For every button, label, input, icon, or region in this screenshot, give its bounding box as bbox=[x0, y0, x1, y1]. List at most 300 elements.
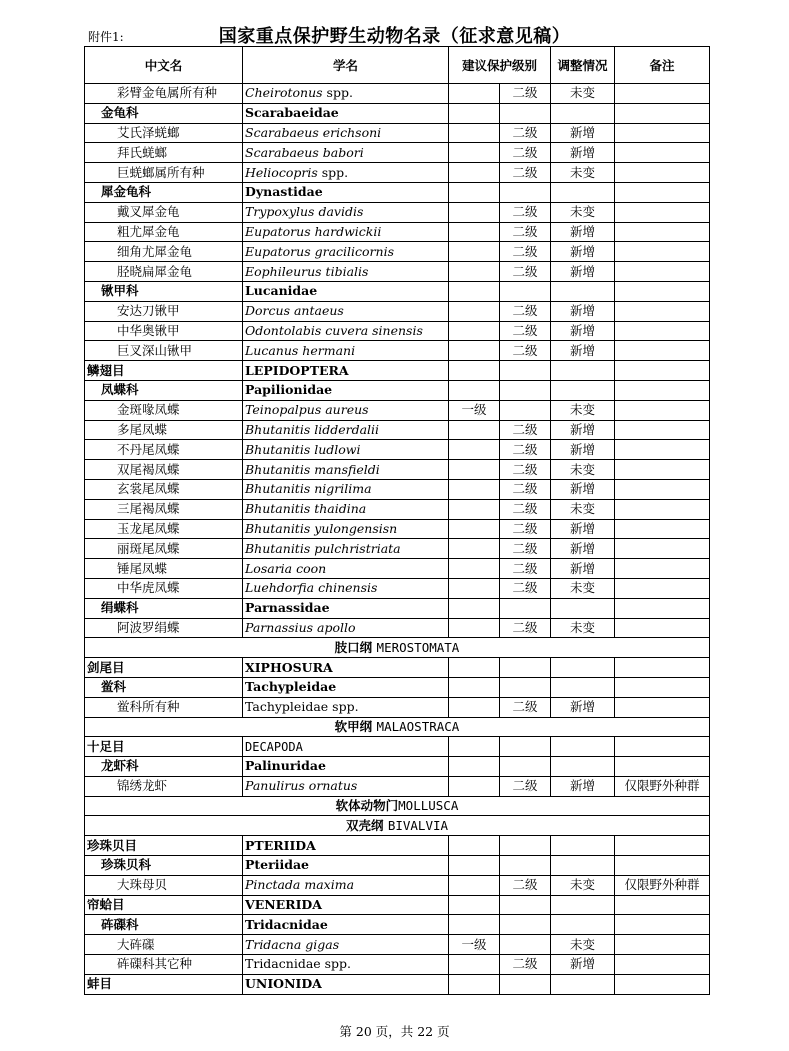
adjustment-cell: 新增 bbox=[551, 242, 615, 262]
scientific-name-cell bbox=[243, 499, 449, 519]
adjustment-cell: 新增 bbox=[551, 697, 615, 717]
chinese-name-cell: 安达刀锹甲 bbox=[85, 301, 243, 321]
scientific-name-cell: Dynastidae bbox=[243, 182, 449, 202]
level-2-cell: 二级 bbox=[500, 955, 551, 975]
note-cell bbox=[615, 578, 710, 598]
adjustment-cell: 新增 bbox=[551, 123, 615, 143]
note-cell bbox=[615, 974, 710, 994]
class-heading bbox=[85, 717, 710, 737]
family-row bbox=[85, 281, 710, 301]
level-2-cell bbox=[500, 895, 551, 915]
table-header-row bbox=[85, 47, 710, 84]
level-1-cell bbox=[449, 539, 500, 559]
class-heading bbox=[85, 638, 710, 658]
scientific-name: Bhutanitis mansfieldi bbox=[245, 461, 380, 477]
scientific-name-cell: Scarabaeidae bbox=[243, 103, 449, 123]
level-2-cell: 二级 bbox=[500, 262, 551, 282]
scientific-name-cell bbox=[243, 955, 449, 975]
family-row bbox=[85, 103, 710, 123]
species-row bbox=[85, 202, 710, 222]
level-2-cell: 二级 bbox=[500, 479, 551, 499]
scientific-name-cell: DECAPODA bbox=[243, 737, 449, 757]
scientific-name-cell bbox=[243, 163, 449, 183]
chinese-name-cell: 金龟科 bbox=[85, 103, 243, 123]
note-cell: 仅限野外种群 bbox=[615, 875, 710, 895]
adjustment-cell bbox=[551, 974, 615, 994]
adjustment-cell: 未变 bbox=[551, 578, 615, 598]
scientific-name-cell bbox=[243, 341, 449, 361]
adjustment-cell: 未变 bbox=[551, 499, 615, 519]
note-cell bbox=[615, 262, 710, 282]
species-row bbox=[85, 697, 710, 717]
level-1-cell bbox=[449, 598, 500, 618]
chinese-name-cell: 多尾凤蝶 bbox=[85, 420, 243, 440]
level-2-cell: 二级 bbox=[500, 420, 551, 440]
scientific-name-cell bbox=[243, 618, 449, 638]
level-2-cell: 二级 bbox=[500, 321, 551, 341]
level-2-cell bbox=[500, 915, 551, 935]
scientific-name: Odontolabis cuvera sinensis bbox=[245, 322, 423, 338]
chinese-name-cell: 巨叉深山锹甲 bbox=[85, 341, 243, 361]
species-row bbox=[85, 341, 710, 361]
level-2-cell: 二级 bbox=[500, 440, 551, 460]
scientific-name-cell: UNIONIDA bbox=[243, 974, 449, 994]
scientific-name-suffix: spp. bbox=[317, 164, 349, 180]
species-row bbox=[85, 935, 710, 955]
species-row bbox=[85, 618, 710, 638]
note-cell bbox=[615, 559, 710, 579]
level-1-cell: 一级 bbox=[449, 935, 500, 955]
level-1-cell bbox=[449, 875, 500, 895]
chinese-name-cell: 细角尤犀金龟 bbox=[85, 242, 243, 262]
species-row bbox=[85, 163, 710, 183]
chinese-name-cell: 凤蝶科 bbox=[85, 380, 243, 400]
note-cell bbox=[615, 915, 710, 935]
level-1-cell bbox=[449, 123, 500, 143]
note-cell bbox=[615, 281, 710, 301]
note-cell: 仅限野外种群 bbox=[615, 776, 710, 796]
scientific-name-cell bbox=[243, 400, 449, 420]
level-1-cell bbox=[449, 519, 500, 539]
adjustment-cell bbox=[551, 380, 615, 400]
chinese-name-cell: 拜氏蜣螂 bbox=[85, 143, 243, 163]
scientific-name-cell: VENERIDA bbox=[243, 895, 449, 915]
note-cell bbox=[615, 222, 710, 242]
level-2-cell: 二级 bbox=[500, 776, 551, 796]
scientific-name-cell: Pteriidae bbox=[243, 856, 449, 876]
adjustment-cell bbox=[551, 658, 615, 678]
level-2-cell: 二级 bbox=[500, 301, 551, 321]
level-1-cell bbox=[449, 499, 500, 519]
scientific-name-cell: LEPIDOPTERA bbox=[243, 361, 449, 381]
page-footer: 第 20 页，共 22 页 bbox=[339, 1024, 450, 1039]
level-2-cell: 二级 bbox=[500, 163, 551, 183]
species-table bbox=[84, 46, 710, 995]
level-2-cell: 二级 bbox=[500, 559, 551, 579]
species-row bbox=[85, 519, 710, 539]
scientific-name: Losaria coon bbox=[245, 560, 327, 576]
level-1-cell bbox=[449, 757, 500, 777]
adjustment-cell: 未变 bbox=[551, 84, 615, 104]
species-row bbox=[85, 143, 710, 163]
chinese-name-cell: 锹甲科 bbox=[85, 281, 243, 301]
level-1-cell bbox=[449, 915, 500, 935]
level-1-cell bbox=[449, 479, 500, 499]
chinese-name-cell: 丽斑尾凤蝶 bbox=[85, 539, 243, 559]
order-row bbox=[85, 895, 710, 915]
note-cell bbox=[615, 499, 710, 519]
species-row bbox=[85, 84, 710, 104]
scientific-name-cell bbox=[243, 84, 449, 104]
class-row bbox=[85, 816, 710, 836]
species-row bbox=[85, 440, 710, 460]
species-row bbox=[85, 776, 710, 796]
species-row bbox=[85, 123, 710, 143]
note-cell bbox=[615, 341, 710, 361]
chinese-name-cell: 中华奥锹甲 bbox=[85, 321, 243, 341]
chinese-name-cell: 锤尾凤蝶 bbox=[85, 559, 243, 579]
level-1-cell bbox=[449, 974, 500, 994]
species-row bbox=[85, 955, 710, 975]
class-cn: 软甲纲 bbox=[334, 718, 373, 734]
level-2-cell: 二级 bbox=[500, 143, 551, 163]
chinese-name-cell: 犀金龟科 bbox=[85, 182, 243, 202]
class-row bbox=[85, 796, 710, 816]
level-2-cell: 二级 bbox=[500, 123, 551, 143]
level-1-cell bbox=[449, 341, 500, 361]
chinese-name-cell: 十足目 bbox=[85, 737, 243, 757]
scientific-name: Pinctada maxima bbox=[245, 877, 355, 893]
scientific-name: Bhutanitis nigrilima bbox=[245, 481, 372, 497]
page-title: 国家重点保护野生动物名录（征求意见稿） bbox=[218, 26, 571, 47]
level-2-cell bbox=[500, 856, 551, 876]
level-1-cell bbox=[449, 163, 500, 183]
adjustment-cell bbox=[551, 757, 615, 777]
scientific-name-cell bbox=[243, 697, 449, 717]
level-1-cell bbox=[449, 420, 500, 440]
chinese-name-cell: 帘蛤目 bbox=[85, 895, 243, 915]
species-row bbox=[85, 400, 710, 420]
class-row bbox=[85, 717, 710, 737]
level-2-cell bbox=[500, 281, 551, 301]
level-2-cell: 二级 bbox=[500, 875, 551, 895]
adjustment-cell bbox=[551, 361, 615, 381]
adjustment-cell: 新增 bbox=[551, 539, 615, 559]
level-1-cell bbox=[449, 776, 500, 796]
scientific-name: Heliocopris bbox=[245, 164, 318, 180]
note-cell bbox=[615, 400, 710, 420]
adjustment-cell: 未变 bbox=[551, 460, 615, 480]
note-cell bbox=[615, 143, 710, 163]
level-1-cell bbox=[449, 658, 500, 678]
scientific-name: Scarabaeus erichsoni bbox=[245, 124, 382, 140]
scientific-name: Cheirotonus bbox=[245, 85, 323, 101]
adjustment-cell bbox=[551, 856, 615, 876]
scientific-name-cell: Lucanidae bbox=[243, 281, 449, 301]
scientific-name: Teinopalpus aureus bbox=[245, 402, 369, 418]
level-1-cell bbox=[449, 559, 500, 579]
class-sci: MALAOSTRACA bbox=[376, 718, 460, 734]
level-2-cell: 二级 bbox=[500, 222, 551, 242]
note-cell bbox=[615, 836, 710, 856]
scientific-name-cell: PTERIIDA bbox=[243, 836, 449, 856]
level-1-cell bbox=[449, 955, 500, 975]
chinese-name-cell: 不丹尾凤蝶 bbox=[85, 440, 243, 460]
note-cell bbox=[615, 479, 710, 499]
note-cell bbox=[615, 301, 710, 321]
note-cell bbox=[615, 737, 710, 757]
level-2-cell: 二级 bbox=[500, 519, 551, 539]
order-row bbox=[85, 658, 710, 678]
note-cell bbox=[615, 163, 710, 183]
scientific-name-cell bbox=[243, 242, 449, 262]
chinese-name-cell: 剑尾目 bbox=[85, 658, 243, 678]
level-1-cell bbox=[449, 242, 500, 262]
adjustment-cell bbox=[551, 677, 615, 697]
level-1-cell bbox=[449, 361, 500, 381]
level-1-cell bbox=[449, 202, 500, 222]
chinese-name-cell: 戴叉犀金龟 bbox=[85, 202, 243, 222]
level-2-cell: 二级 bbox=[500, 578, 551, 598]
level-2-cell: 二级 bbox=[500, 539, 551, 559]
family-row bbox=[85, 856, 710, 876]
species-row bbox=[85, 539, 710, 559]
adjustment-cell: 未变 bbox=[551, 935, 615, 955]
species-row bbox=[85, 578, 710, 598]
species-row bbox=[85, 262, 710, 282]
adjustment-cell: 新增 bbox=[551, 222, 615, 242]
chinese-name-cell: 金斑喙凤蝶 bbox=[85, 400, 243, 420]
adjustment-cell: 新增 bbox=[551, 440, 615, 460]
chinese-name-cell: 胫晓扁犀金龟 bbox=[85, 262, 243, 282]
species-row bbox=[85, 242, 710, 262]
chinese-name-cell: 双尾褐凤蝶 bbox=[85, 460, 243, 480]
class-sci: MEROSTOMATA bbox=[376, 639, 460, 655]
adjustment-cell: 新增 bbox=[551, 559, 615, 579]
level-1-cell bbox=[449, 737, 500, 757]
note-cell bbox=[615, 677, 710, 697]
note-cell bbox=[615, 697, 710, 717]
scientific-name-cell: Palinuridae bbox=[243, 757, 449, 777]
scientific-name-cell bbox=[243, 776, 449, 796]
level-2-cell bbox=[500, 836, 551, 856]
species-row bbox=[85, 875, 710, 895]
species-row bbox=[85, 559, 710, 579]
scientific-name: Lucanus hermani bbox=[245, 342, 356, 358]
adjustment-cell: 新增 bbox=[551, 519, 615, 539]
scientific-name-suffix: spp. bbox=[322, 85, 353, 101]
adjustment-cell: 新增 bbox=[551, 341, 615, 361]
chinese-name-cell: 巨蜣螂属所有种 bbox=[85, 163, 243, 183]
scientific-name: Bhutanitis pulchristriata bbox=[245, 540, 401, 556]
scientific-name-cell: XIPHOSURA bbox=[243, 658, 449, 678]
scientific-name: Bhutanitis lidderdalii bbox=[245, 421, 380, 437]
class-heading bbox=[85, 796, 710, 816]
level-2-cell bbox=[500, 182, 551, 202]
scientific-name-cell bbox=[243, 202, 449, 222]
family-row bbox=[85, 757, 710, 777]
level-1-cell bbox=[449, 380, 500, 400]
chinese-name-cell: 锦绣龙虾 bbox=[85, 776, 243, 796]
header-adjustment: 调整情况 bbox=[551, 47, 615, 84]
level-1-cell bbox=[449, 301, 500, 321]
adjustment-cell bbox=[551, 281, 615, 301]
note-cell bbox=[615, 182, 710, 202]
family-row bbox=[85, 915, 710, 935]
level-1-cell bbox=[449, 262, 500, 282]
chinese-name-cell: 鲎科所有种 bbox=[85, 697, 243, 717]
scientific-name-cell bbox=[243, 262, 449, 282]
scientific-name-cell bbox=[243, 460, 449, 480]
scientific-name: Eupatorus hardwickii bbox=[245, 223, 382, 239]
order-row bbox=[85, 836, 710, 856]
level-2-cell bbox=[500, 935, 551, 955]
class-sci: BIVALVIA bbox=[387, 817, 449, 833]
note-cell bbox=[615, 123, 710, 143]
chinese-name-cell: 蚌目 bbox=[85, 974, 243, 994]
adjustment-cell: 未变 bbox=[551, 618, 615, 638]
level-1-cell bbox=[449, 103, 500, 123]
scientific-name: Tridacna gigas bbox=[245, 936, 340, 952]
level-2-cell bbox=[500, 658, 551, 678]
scientific-name-cell bbox=[243, 578, 449, 598]
chinese-name-cell: 三尾褐凤蝶 bbox=[85, 499, 243, 519]
note-cell bbox=[615, 361, 710, 381]
scientific-name-cell: Tridacnidae bbox=[243, 915, 449, 935]
level-1-cell bbox=[449, 460, 500, 480]
note-cell bbox=[615, 519, 710, 539]
level-1-cell bbox=[449, 856, 500, 876]
note-cell bbox=[615, 658, 710, 678]
scientific-name-cell bbox=[243, 222, 449, 242]
level-2-cell: 二级 bbox=[500, 341, 551, 361]
chinese-name-cell: 大珠母贝 bbox=[85, 875, 243, 895]
scientific-name: Parnassius apollo bbox=[245, 619, 356, 635]
chinese-name-cell: 玄裳尾凤蝶 bbox=[85, 479, 243, 499]
adjustment-cell: 新增 bbox=[551, 321, 615, 341]
scientific-name: Scarabaeus babori bbox=[245, 144, 364, 160]
note-cell bbox=[615, 618, 710, 638]
level-2-cell bbox=[500, 361, 551, 381]
adjustment-cell bbox=[551, 915, 615, 935]
level-1-cell bbox=[449, 84, 500, 104]
level-2-cell: 二级 bbox=[500, 460, 551, 480]
adjustment-cell: 新增 bbox=[551, 143, 615, 163]
chinese-name-cell: 珍珠贝科 bbox=[85, 856, 243, 876]
level-2-cell: 二级 bbox=[500, 697, 551, 717]
scientific-name: Eophileurus tibialis bbox=[245, 263, 369, 279]
family-row bbox=[85, 380, 710, 400]
scientific-name-cell: Papilionidae bbox=[243, 380, 449, 400]
chinese-name-cell: 龙虾科 bbox=[85, 757, 243, 777]
adjustment-cell: 未变 bbox=[551, 400, 615, 420]
level-1-cell bbox=[449, 182, 500, 202]
chinese-name-cell: 阿波罗绢蝶 bbox=[85, 618, 243, 638]
level-1-cell bbox=[449, 697, 500, 717]
adjustment-cell bbox=[551, 103, 615, 123]
scientific-name: Bhutanitis ludlowi bbox=[245, 441, 361, 457]
family-row bbox=[85, 182, 710, 202]
class-heading bbox=[85, 816, 710, 836]
chinese-name-cell: 彩臂金龟属所有种 bbox=[85, 84, 243, 104]
note-cell bbox=[615, 460, 710, 480]
adjustment-cell bbox=[551, 182, 615, 202]
level-2-cell bbox=[500, 737, 551, 757]
adjustment-cell: 新增 bbox=[551, 301, 615, 321]
level-2-cell: 二级 bbox=[500, 242, 551, 262]
scientific-name-cell bbox=[243, 301, 449, 321]
chinese-name-cell: 砗磲科 bbox=[85, 915, 243, 935]
species-row bbox=[85, 420, 710, 440]
note-cell bbox=[615, 935, 710, 955]
scientific-name-cell bbox=[243, 440, 449, 460]
scientific-name-cell bbox=[243, 875, 449, 895]
class-cn: 软体动物门 bbox=[335, 798, 399, 814]
level-2-cell bbox=[500, 677, 551, 697]
level-2-cell bbox=[500, 380, 551, 400]
family-row bbox=[85, 677, 710, 697]
adjustment-cell: 新增 bbox=[551, 955, 615, 975]
level-2-cell bbox=[500, 974, 551, 994]
adjustment-cell bbox=[551, 598, 615, 618]
species-row bbox=[85, 499, 710, 519]
level-1-cell bbox=[449, 440, 500, 460]
scientific-name: Eupatorus gracilicornis bbox=[245, 243, 394, 259]
scientific-name: Tachypleidae spp. bbox=[245, 699, 359, 715]
scientific-name: Dorcus antaeus bbox=[245, 303, 344, 319]
species-row bbox=[85, 479, 710, 499]
order-row bbox=[85, 974, 710, 994]
note-cell bbox=[615, 103, 710, 123]
scientific-name: Bhutanitis yulongensisn bbox=[245, 520, 398, 536]
note-cell bbox=[615, 84, 710, 104]
level-1-cell bbox=[449, 836, 500, 856]
scientific-name-cell bbox=[243, 123, 449, 143]
chinese-name-cell: 鲎科 bbox=[85, 677, 243, 697]
level-1-cell bbox=[449, 895, 500, 915]
header-note: 备注 bbox=[615, 47, 710, 84]
class-sci: MOLLUSCA bbox=[398, 798, 459, 814]
scientific-name-cell bbox=[243, 559, 449, 579]
level-2-cell: 二级 bbox=[500, 618, 551, 638]
scientific-name-cell bbox=[243, 479, 449, 499]
note-cell bbox=[615, 895, 710, 915]
order-row bbox=[85, 361, 710, 381]
note-cell bbox=[615, 539, 710, 559]
level-1-cell bbox=[449, 222, 500, 242]
adjustment-cell: 未变 bbox=[551, 875, 615, 895]
class-row bbox=[85, 638, 710, 658]
scientific-name-cell bbox=[243, 519, 449, 539]
table-body bbox=[85, 84, 710, 995]
adjustment-cell bbox=[551, 895, 615, 915]
adjustment-cell bbox=[551, 836, 615, 856]
chinese-name-cell: 珍珠贝目 bbox=[85, 836, 243, 856]
level-2-cell: 二级 bbox=[500, 499, 551, 519]
level-1-cell bbox=[449, 578, 500, 598]
level-1-cell bbox=[449, 618, 500, 638]
attachment-label: 附件1: bbox=[88, 30, 124, 44]
scientific-name: Panulirus ornatus bbox=[245, 778, 358, 794]
level-1-cell bbox=[449, 677, 500, 697]
chinese-name-cell: 粗尤犀金龟 bbox=[85, 222, 243, 242]
note-cell bbox=[615, 242, 710, 262]
header-protection-level: 建议保护级别 bbox=[449, 47, 551, 84]
level-1-cell: 一级 bbox=[449, 400, 500, 420]
note-cell bbox=[615, 380, 710, 400]
note-cell bbox=[615, 202, 710, 222]
species-row bbox=[85, 222, 710, 242]
